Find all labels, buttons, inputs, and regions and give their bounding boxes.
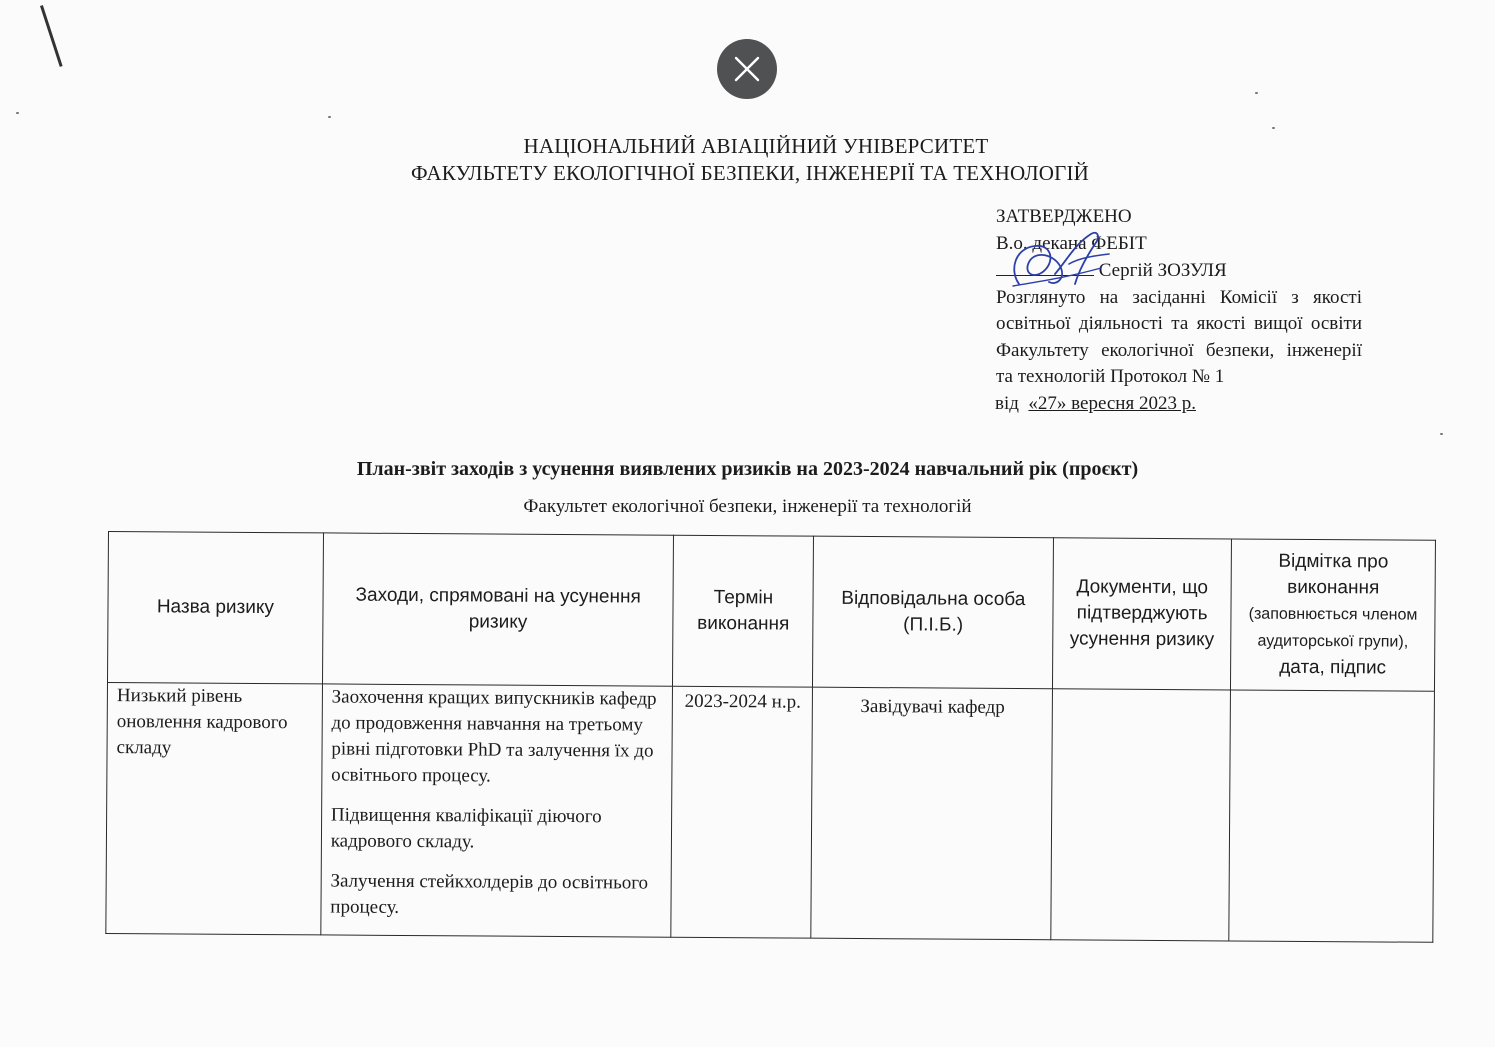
close-button[interactable] bbox=[717, 39, 777, 99]
approver-name: Сергій ЗОЗУЛЯ bbox=[1098, 260, 1227, 281]
header-completion-mark bbox=[1231, 539, 1436, 691]
review-line-2: освітньої діяльності та якості вищої освіти bbox=[996, 313, 1362, 334]
close-icon bbox=[733, 55, 761, 83]
measure-item: Заохочення кращих випускників кафедр до продовження навчання на третьому рівні підготовки PhD та залучення їх до освітнього процесу. bbox=[331, 686, 657, 787]
header-responsible-person: Відповідальна особа (П.І.Б.) bbox=[813, 536, 1054, 689]
scan-speck bbox=[1272, 127, 1275, 129]
cell-responsible-person: Завідувачі кафедр bbox=[811, 687, 1052, 940]
table-header-row bbox=[107, 532, 1435, 692]
scan-speck bbox=[16, 112, 19, 114]
scan-mark bbox=[40, 5, 63, 67]
faculty-title: ФАКУЛЬТЕТУ ЕКОЛОГІЧНОЇ БЕЗПЕКИ, ІНЖЕНЕРІЇ ТА ТЕХНОЛОГІЙ bbox=[410, 161, 1090, 185]
cell-measures bbox=[321, 684, 673, 937]
header-mark-note: (заповнюється членом аудиторської групи), bbox=[1248, 605, 1418, 651]
university-title: НАЦІОНАЛЬНИЙ АВІАЦІЙНИЙ УНІВЕРСИТЕТ bbox=[523, 134, 989, 158]
measure-item: Підвищення кваліфікації діючого кадрового складу. bbox=[330, 804, 602, 853]
cell-completion-mark bbox=[1229, 690, 1435, 942]
measure-item: Залучення стейкхолдерів до освітнього процесу. bbox=[330, 870, 649, 918]
cell-documents bbox=[1051, 689, 1231, 941]
risk-table bbox=[105, 531, 1436, 943]
approval-position: В.о. декана ФЕБІТ bbox=[996, 232, 1147, 254]
header-mark-tail: дата, підпис bbox=[1279, 656, 1387, 679]
table-row bbox=[106, 683, 1435, 943]
scan-speck bbox=[1440, 433, 1443, 435]
cell-risk-name: Низький рівень оновлення кадрового складу bbox=[106, 683, 322, 935]
header-measures: Заходи, спрямовані на усунення ризику bbox=[322, 533, 674, 686]
review-line-1: Розглянуто на засіданні Комісії з якості bbox=[996, 286, 1362, 308]
scan-speck bbox=[328, 116, 331, 118]
handwritten-signature bbox=[1005, 224, 1115, 300]
header-risk-name: Назва ризику bbox=[107, 532, 323, 684]
header-mark-main: Відмітка про виконання bbox=[1278, 550, 1389, 599]
cell-term: 2023-2024 н.р. bbox=[671, 686, 813, 938]
header-term: Термін виконання bbox=[673, 535, 814, 687]
review-line-3: Факультету екологічної безпеки, інженерії bbox=[996, 339, 1362, 361]
approval-stamp-text: ЗАТВЕРДЖЕНО bbox=[996, 206, 1132, 227]
protocol-date: «27» вересня 2023 р. bbox=[1028, 392, 1196, 414]
header-documents: Документи, що підтверджують усунення ризику bbox=[1053, 538, 1232, 690]
date-prefix: від bbox=[995, 392, 1019, 414]
plan-title: План-звіт заходів з усунення виявлених ризиків на 2023-2024 навчальний рік (проєкт) bbox=[356, 458, 1139, 480]
review-line-4: та технологій Протокол № 1 bbox=[996, 366, 1225, 387]
protocol-date-line bbox=[995, 391, 1396, 418]
plan-subtitle: Факультет екологічної безпеки, інженерії та технологій bbox=[523, 496, 972, 517]
scan-speck bbox=[1255, 92, 1258, 94]
